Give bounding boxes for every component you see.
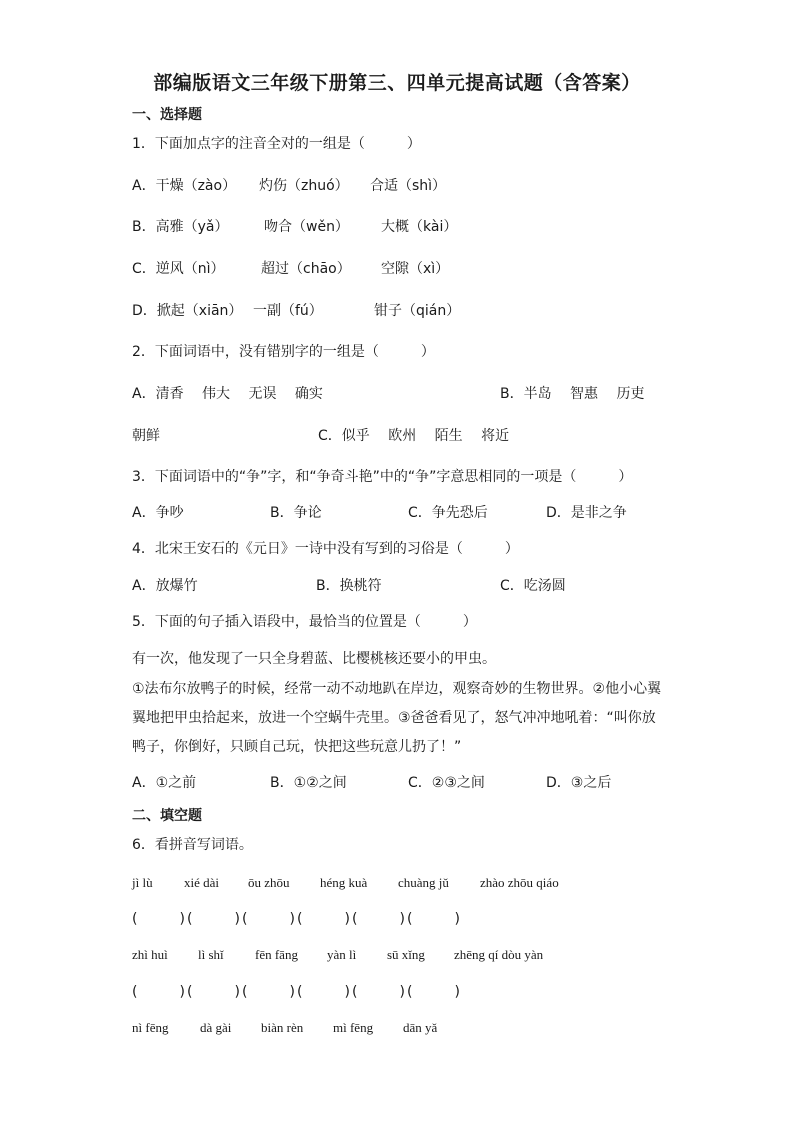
pinyin-3-5: dān yǎ	[403, 1020, 438, 1035]
q1-option-b-1: B．高雅（yǎ）	[132, 219, 229, 235]
pinyin-2-1: zhì huì	[132, 947, 168, 962]
answer-blank[interactable]: ( )	[132, 984, 185, 1000]
page-title: 部编版语文三年级下册第三、四单元提高试题（含答案）	[153, 72, 641, 94]
q2-option-c: C．似乎 欧州 陌生 将近	[318, 428, 510, 444]
answer-blank[interactable]: ( )	[297, 911, 350, 927]
q1-option-d-2: 一副（fú）	[253, 303, 323, 319]
q5-option-d: D．③之后	[546, 775, 612, 791]
pinyin-3-2: dà gài	[200, 1020, 232, 1035]
section-heading-fill: 二、填空题	[132, 808, 202, 824]
q1-option-c-1: C．逆风（nì）	[132, 261, 225, 277]
q5-insert-sentence: 有一次，他发现了一只全身碧蓝、比樱桃核还要小的甲虫。	[132, 651, 496, 667]
q3-option-a: A．争吵	[132, 505, 184, 521]
section-heading-choice: 一、选择题	[132, 107, 202, 123]
q3-option-b: B．争论	[270, 505, 322, 521]
pinyin-2-6: zhēng qí dòu yàn	[454, 947, 544, 962]
answer-blank[interactable]: ( )	[242, 984, 295, 1000]
q1-option-c-3: 空隙（xì）	[381, 261, 450, 277]
question-6-stem: 6．看拼音写词语。	[132, 837, 253, 853]
q4-option-a: A．放爆竹	[132, 578, 198, 594]
q1-option-a-2: 灼伤（zhuó）	[259, 178, 349, 194]
answer-blank[interactable]: ( )	[132, 911, 185, 927]
q1-option-a-3: 合适（shì）	[370, 178, 447, 194]
pinyin-1-1: jì lù	[132, 875, 153, 890]
pinyin-1-6: zhào zhōu qiáo	[480, 875, 559, 890]
q5-option-c: C．②③之间	[408, 775, 485, 791]
q1-option-a-1: A．干燥（zào）	[132, 178, 237, 194]
q5-option-a: A．①之前	[132, 775, 197, 791]
question-5-stem: 5．下面的句子插入语段中，最恰当的位置是（ ）	[132, 614, 477, 630]
pinyin-1-4: héng kuà	[320, 875, 368, 890]
q2-option-b-cont: 朝鲜	[132, 428, 160, 444]
question-2-stem: 2．下面词语中，没有错别字的一组是（ ）	[132, 344, 435, 360]
q1-option-b-3: 大概（kài）	[381, 219, 458, 235]
answer-blank[interactable]: ( )	[407, 984, 460, 1000]
answer-blank[interactable]: ( )	[242, 911, 295, 927]
q3-option-c: C．争先恐后	[408, 505, 488, 521]
pinyin-1-5: chuàng jǔ	[398, 875, 449, 890]
question-1-stem: 1．下面加点字的注音全对的一组是（ ）	[132, 136, 421, 152]
q4-option-c: C．吃汤圆	[500, 578, 566, 594]
question-3-stem: 3．下面词语中的“争”字，和“争奇斗艳”中的“争”字意思相同的一项是（ ）	[132, 469, 633, 485]
pinyin-3-1: nì fēng	[132, 1020, 169, 1035]
answer-blank[interactable]: ( )	[297, 984, 350, 1000]
answer-blank[interactable]: ( )	[352, 984, 405, 1000]
q2-option-b: B．半岛 智惠 历吏	[500, 386, 645, 402]
q3-option-d: D．是非之争	[546, 505, 627, 521]
question-4-stem: 4．北宋王安石的《元日》一诗中没有写到的习俗是（ ）	[132, 541, 519, 557]
pinyin-2-5: sū xǐng	[387, 947, 425, 962]
q4-option-b: B．换桃符	[316, 578, 382, 594]
q1-option-d-3: 钳子（qián）	[374, 303, 461, 319]
pinyin-3-4: mì fēng	[333, 1020, 374, 1035]
pinyin-2-2: lì shǐ	[198, 947, 224, 962]
answer-blank[interactable]: ( )	[187, 984, 240, 1000]
q2-option-a: A．清香 伟大 无误 确实	[132, 386, 323, 402]
q1-option-d-1: D．掀起（xiān）	[132, 303, 243, 319]
answer-blank[interactable]: ( )	[352, 911, 405, 927]
answer-blank[interactable]: ( )	[407, 911, 460, 927]
q1-option-c-2: 超过（chāo）	[261, 261, 351, 277]
q5-option-b: B．①②之间	[270, 775, 347, 791]
pinyin-1-2: xié dài	[184, 875, 220, 890]
q5-paragraph: ①法布尔放鸭子的时候，经常一动不动地趴在岸边，观察奇妙的生物世界。②他小心翼翼地把甲虫拾起来，放进一个空蜗牛壳里。③爸爸看见了，怒气冲冲地吼着：“叫你放鸭子，你倒好，只顾自己玩，快把这些玩意儿扔了！”	[132, 681, 662, 755]
pinyin-3-3: biàn rèn	[261, 1020, 304, 1035]
pinyin-2-4: yàn lì	[327, 947, 357, 962]
pinyin-2-3: fēn fāng	[255, 947, 298, 962]
answer-blank[interactable]: ( )	[187, 911, 240, 927]
pinyin-1-3: ōu zhōu	[248, 875, 290, 890]
q1-option-b-2: 吻合（wěn）	[264, 219, 349, 235]
